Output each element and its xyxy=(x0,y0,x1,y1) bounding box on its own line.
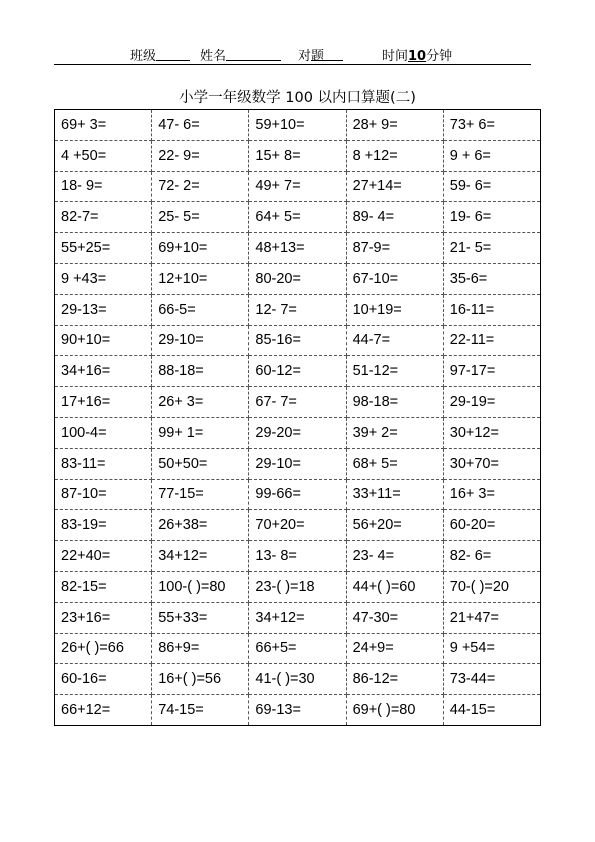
problem-cell: 18- 9= xyxy=(55,171,152,202)
problem-cell: 28+ 9= xyxy=(346,110,443,141)
problem-cell: 74-15= xyxy=(152,695,249,726)
time-unit: 分钟 xyxy=(426,49,453,64)
problem-cell: 44-7= xyxy=(346,325,443,356)
problem-cell: 15+ 8= xyxy=(249,140,346,171)
problem-cell: 12- 7= xyxy=(249,294,346,325)
problem-row xyxy=(55,602,541,633)
problem-row xyxy=(55,448,541,479)
questions-label: 题 xyxy=(311,49,325,64)
problem-row xyxy=(55,325,541,356)
problem-cell: 60-16= xyxy=(55,664,152,695)
problem-cell: 16-11= xyxy=(443,294,540,325)
problem-cell: 23- 4= xyxy=(346,541,443,572)
problem-cell: 8 +12= xyxy=(346,140,443,171)
correct-label: 对 xyxy=(298,49,312,64)
problem-cell: 44+( )=60 xyxy=(346,571,443,602)
problem-cell: 34+16= xyxy=(55,356,152,387)
problem-cell: 77-15= xyxy=(152,479,249,510)
problem-row xyxy=(55,510,541,541)
time-value: 10 xyxy=(408,49,427,64)
problem-cell: 100-4= xyxy=(55,417,152,448)
problem-cell: 22+40= xyxy=(55,541,152,572)
problem-cell: 39+ 2= xyxy=(346,417,443,448)
problem-cell: 21+47= xyxy=(443,602,540,633)
problem-cell: 16+( )=56 xyxy=(152,664,249,695)
problem-cell: 59+10= xyxy=(249,110,346,141)
problem-row xyxy=(55,294,541,325)
problem-cell: 29-19= xyxy=(443,387,540,418)
problem-cell: 22-11= xyxy=(443,325,540,356)
problem-cell: 73-44= xyxy=(443,664,540,695)
problem-cell: 83-11= xyxy=(55,448,152,479)
problem-row xyxy=(55,479,541,510)
problem-cell: 70+20= xyxy=(249,510,346,541)
problem-cell: 9 +54= xyxy=(443,633,540,664)
class-blank[interactable] xyxy=(156,46,190,61)
problem-row xyxy=(55,263,541,294)
problem-row xyxy=(55,695,541,726)
problem-cell: 60-20= xyxy=(443,510,540,541)
problem-cell: 34+12= xyxy=(249,602,346,633)
problem-cell: 87-10= xyxy=(55,479,152,510)
problem-row xyxy=(55,202,541,233)
problem-cell: 99-66= xyxy=(249,479,346,510)
problem-cell: 26+ 3= xyxy=(152,387,249,418)
problem-cell: 51-12= xyxy=(346,356,443,387)
problem-cell: 10+19= xyxy=(346,294,443,325)
arithmetic-problem-table xyxy=(54,109,541,726)
problem-cell: 30+70= xyxy=(443,448,540,479)
class-label: 班级 xyxy=(130,49,157,64)
problem-cell: 48+13= xyxy=(249,233,346,264)
problem-cell: 82- 6= xyxy=(443,541,540,572)
problem-cell: 86-12= xyxy=(346,664,443,695)
problem-cell: 99+ 1= xyxy=(152,417,249,448)
class-field xyxy=(130,45,156,64)
problem-cell: 24+9= xyxy=(346,633,443,664)
problem-cell: 17+16= xyxy=(55,387,152,418)
problem-cell: 98-18= xyxy=(346,387,443,418)
problem-cell: 29-20= xyxy=(249,417,346,448)
problem-cell: 82-7= xyxy=(55,202,152,233)
problem-cell: 29-10= xyxy=(152,325,249,356)
problem-cell: 47-30= xyxy=(346,602,443,633)
problem-cell: 88-18= xyxy=(152,356,249,387)
problem-cell: 83-19= xyxy=(55,510,152,541)
problem-cell: 55+25= xyxy=(55,233,152,264)
problem-cell: 90+10= xyxy=(55,325,152,356)
problem-cell: 9 +43= xyxy=(55,263,152,294)
problem-cell: 34+12= xyxy=(152,541,249,572)
problem-cell: 97-17= xyxy=(443,356,540,387)
problem-cell: 66+5= xyxy=(249,633,346,664)
problem-cell: 69+ 3= xyxy=(55,110,152,141)
problem-cell: 66-5= xyxy=(152,294,249,325)
problem-cell: 69+( )=80 xyxy=(346,695,443,726)
problem-cell: 73+ 6= xyxy=(443,110,540,141)
correct-blank[interactable] xyxy=(311,46,343,61)
time-label: 时间 xyxy=(382,49,409,64)
problem-cell: 44-15= xyxy=(443,695,540,726)
problem-cell: 49+ 7= xyxy=(249,171,346,202)
problem-cell: 69+10= xyxy=(152,233,249,264)
problem-cell: 30+12= xyxy=(443,417,540,448)
time-field xyxy=(382,45,452,64)
problem-row xyxy=(55,633,541,664)
problem-row xyxy=(55,387,541,418)
problem-cell: 100-( )=80 xyxy=(152,571,249,602)
problem-cell: 41-( )=30 xyxy=(249,664,346,695)
problem-row xyxy=(55,140,541,171)
problem-row xyxy=(55,417,541,448)
problem-cell: 60-12= xyxy=(249,356,346,387)
problem-cell: 55+33= xyxy=(152,602,249,633)
worksheet-title: 小学一年级数学 100 以内口算题(二) xyxy=(179,90,416,106)
problem-cell: 27+14= xyxy=(346,171,443,202)
problem-cell: 19- 6= xyxy=(443,202,540,233)
problem-cell: 50+50= xyxy=(152,448,249,479)
problem-row xyxy=(55,541,541,572)
problem-cell: 33+11= xyxy=(346,479,443,510)
problem-cell: 4 +50= xyxy=(55,140,152,171)
problem-cell: 9 + 6= xyxy=(443,140,540,171)
problem-cell: 59- 6= xyxy=(443,171,540,202)
problem-row xyxy=(55,571,541,602)
problem-cell: 29-13= xyxy=(55,294,152,325)
problem-cell: 29-10= xyxy=(249,448,346,479)
problem-cell: 26+38= xyxy=(152,510,249,541)
problem-cell: 56+20= xyxy=(346,510,443,541)
problem-cell: 67-10= xyxy=(346,263,443,294)
problem-cell: 69-13= xyxy=(249,695,346,726)
worksheet-header xyxy=(54,44,531,65)
problem-cell: 35-6= xyxy=(443,263,540,294)
problem-cell: 13- 8= xyxy=(249,541,346,572)
correct-field xyxy=(298,45,324,64)
problem-cell: 66+12= xyxy=(55,695,152,726)
name-blank[interactable] xyxy=(226,46,281,61)
problem-row xyxy=(55,233,541,264)
problem-cell: 67- 7= xyxy=(249,387,346,418)
problem-cell: 23-( )=18 xyxy=(249,571,346,602)
problem-cell: 22- 9= xyxy=(152,140,249,171)
problem-cell: 64+ 5= xyxy=(249,202,346,233)
problem-cell: 82-15= xyxy=(55,571,152,602)
problem-cell: 25- 5= xyxy=(152,202,249,233)
problem-cell: 26+( )=66 xyxy=(55,633,152,664)
problem-cell: 85-16= xyxy=(249,325,346,356)
problem-row xyxy=(55,110,541,141)
problem-cell: 87-9= xyxy=(346,233,443,264)
name-label: 姓名 xyxy=(200,49,227,64)
name-field xyxy=(200,45,226,64)
problem-cell: 47- 6= xyxy=(152,110,249,141)
problem-row xyxy=(55,664,541,695)
problem-cell: 23+16= xyxy=(55,602,152,633)
problem-row xyxy=(55,171,541,202)
problem-cell: 86+9= xyxy=(152,633,249,664)
problem-row xyxy=(55,356,541,387)
problem-cell: 12+10= xyxy=(152,263,249,294)
problem-cell: 70-( )=20 xyxy=(443,571,540,602)
problem-cell: 68+ 5= xyxy=(346,448,443,479)
problem-cell: 16+ 3= xyxy=(443,479,540,510)
problem-cell: 21- 5= xyxy=(443,233,540,264)
problem-cell: 80-20= xyxy=(249,263,346,294)
problem-cell: 72- 2= xyxy=(152,171,249,202)
problem-cell: 89- 4= xyxy=(346,202,443,233)
